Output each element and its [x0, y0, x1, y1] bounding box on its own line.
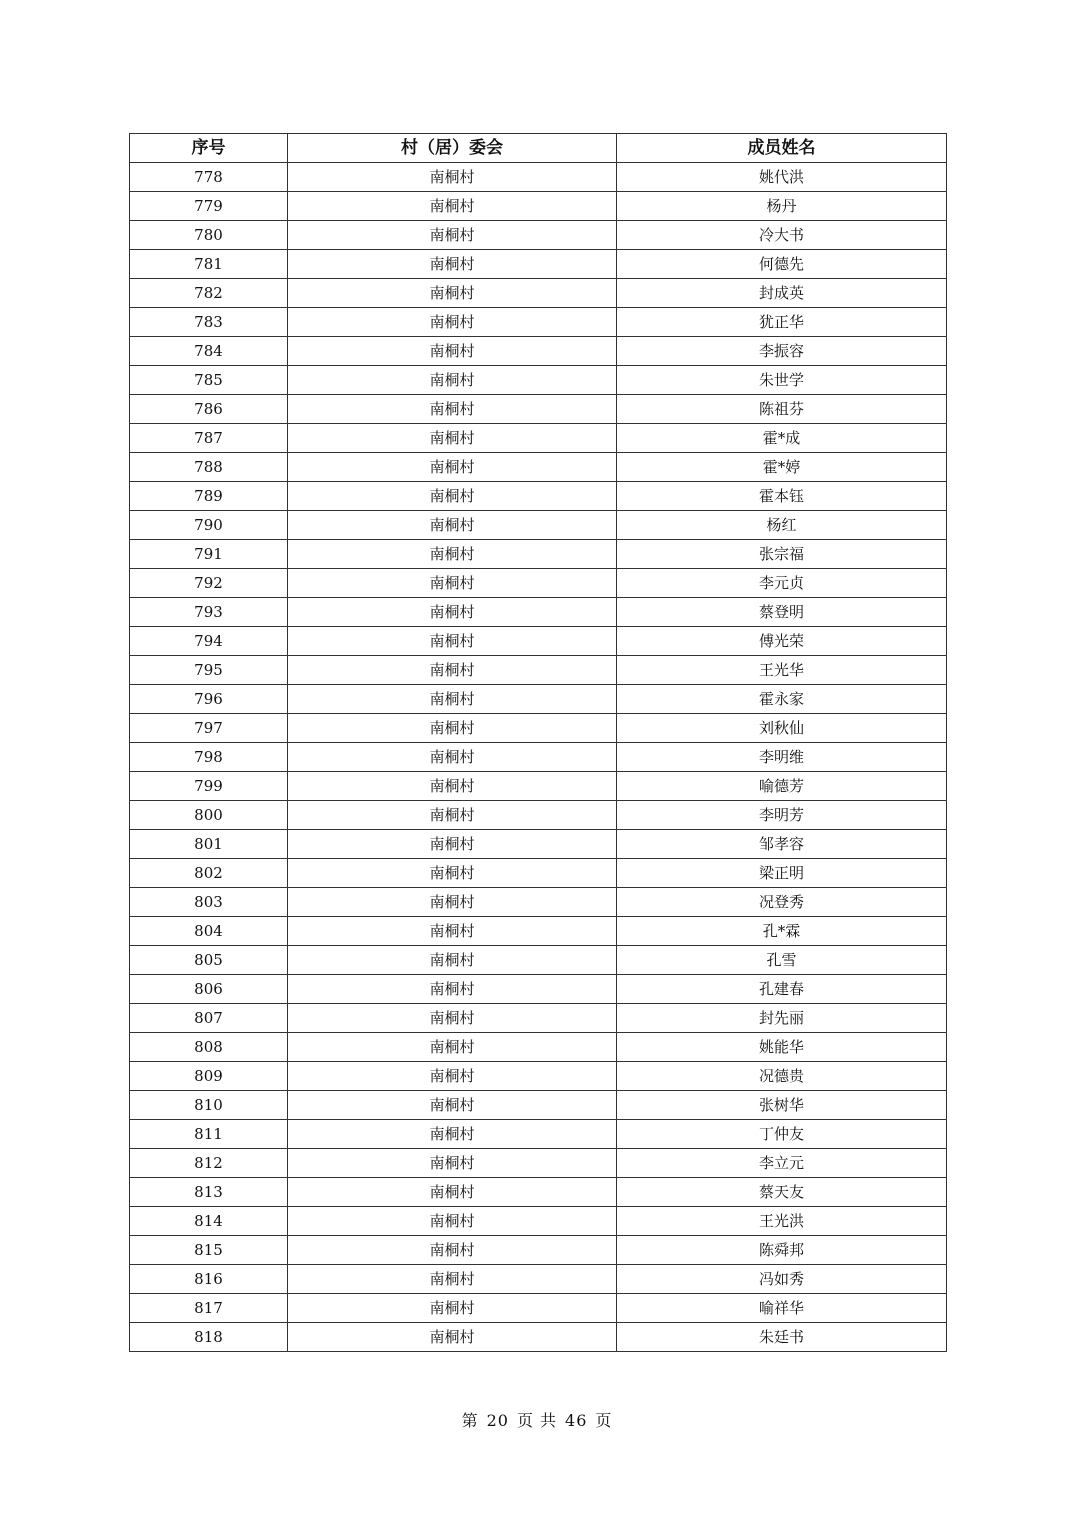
cell-serial-number: 806 [130, 975, 288, 1004]
table-row [130, 279, 947, 308]
cell-serial-number: 817 [130, 1294, 288, 1323]
cell-village-committee: 南桐村 [288, 888, 617, 917]
cell-member-name: 张宗福 [617, 540, 947, 569]
cell-member-name: 李元贞 [617, 569, 947, 598]
table-row [130, 424, 947, 453]
cell-serial-number: 792 [130, 569, 288, 598]
cell-member-name: 张树华 [617, 1091, 947, 1120]
footer-prefix: 第 [461, 1411, 479, 1430]
cell-member-name: 霍*成 [617, 424, 947, 453]
cell-village-committee: 南桐村 [288, 221, 617, 250]
cell-serial-number: 799 [130, 772, 288, 801]
cell-serial-number: 803 [130, 888, 288, 917]
cell-village-committee: 南桐村 [288, 337, 617, 366]
table-body [130, 163, 947, 1352]
cell-serial-number: 780 [130, 221, 288, 250]
table-row [130, 1062, 947, 1091]
table-row [130, 482, 947, 511]
cell-member-name: 丁仲友 [617, 1120, 947, 1149]
cell-village-committee: 南桐村 [288, 1294, 617, 1323]
table-row [130, 830, 947, 859]
cell-village-committee: 南桐村 [288, 308, 617, 337]
cell-village-committee: 南桐村 [288, 1323, 617, 1352]
cell-village-committee: 南桐村 [288, 946, 617, 975]
cell-village-committee: 南桐村 [288, 830, 617, 859]
cell-serial-number: 811 [130, 1120, 288, 1149]
cell-serial-number: 814 [130, 1207, 288, 1236]
cell-village-committee: 南桐村 [288, 801, 617, 830]
cell-member-name: 杨红 [617, 511, 947, 540]
cell-serial-number: 798 [130, 743, 288, 772]
cell-member-name: 霍*婷 [617, 453, 947, 482]
cell-member-name: 王光洪 [617, 1207, 947, 1236]
cell-serial-number: 791 [130, 540, 288, 569]
table-row [130, 627, 947, 656]
table-row [130, 975, 947, 1004]
table-row [130, 1236, 947, 1265]
cell-village-committee: 南桐村 [288, 453, 617, 482]
cell-member-name: 姚能华 [617, 1033, 947, 1062]
cell-serial-number: 816 [130, 1265, 288, 1294]
cell-village-committee: 南桐村 [288, 1062, 617, 1091]
cell-member-name: 傅光荣 [617, 627, 947, 656]
footer-mid: 页 共 [516, 1411, 558, 1430]
cell-serial-number: 778 [130, 163, 288, 192]
table-row [130, 1033, 947, 1062]
table-row [130, 1004, 947, 1033]
cell-member-name: 李明维 [617, 743, 947, 772]
table-row [130, 569, 947, 598]
cell-village-committee: 南桐村 [288, 772, 617, 801]
table-row [130, 656, 947, 685]
cell-member-name: 蔡天友 [617, 1178, 947, 1207]
table-row [130, 714, 947, 743]
header-member-name: 成员姓名 [617, 134, 947, 163]
cell-village-committee: 南桐村 [288, 279, 617, 308]
cell-serial-number: 800 [130, 801, 288, 830]
footer-total-pages: 46 [565, 1411, 588, 1430]
footer-page-number: 20 [486, 1411, 509, 1430]
cell-member-name: 陈舜邦 [617, 1236, 947, 1265]
table-row [130, 192, 947, 221]
cell-member-name: 蔡登明 [617, 598, 947, 627]
table-row [130, 250, 947, 279]
cell-serial-number: 802 [130, 859, 288, 888]
cell-member-name: 陈祖芬 [617, 395, 947, 424]
cell-village-committee: 南桐村 [288, 366, 617, 395]
cell-village-committee: 南桐村 [288, 656, 617, 685]
table-row [130, 743, 947, 772]
table-row [130, 685, 947, 714]
cell-member-name: 喻祥华 [617, 1294, 947, 1323]
cell-serial-number: 815 [130, 1236, 288, 1265]
header-village-committee: 村（居）委会 [288, 134, 617, 163]
cell-member-name: 霍本钰 [617, 482, 947, 511]
cell-member-name: 况登秀 [617, 888, 947, 917]
cell-serial-number: 784 [130, 337, 288, 366]
cell-serial-number: 782 [130, 279, 288, 308]
cell-village-committee: 南桐村 [288, 192, 617, 221]
cell-serial-number: 794 [130, 627, 288, 656]
cell-village-committee: 南桐村 [288, 1265, 617, 1294]
cell-member-name: 孔建春 [617, 975, 947, 1004]
cell-member-name: 犹正华 [617, 308, 947, 337]
table-row [130, 1178, 947, 1207]
member-table [129, 133, 947, 1352]
cell-member-name: 孔雪 [617, 946, 947, 975]
cell-village-committee: 南桐村 [288, 975, 617, 1004]
cell-serial-number: 812 [130, 1149, 288, 1178]
cell-member-name: 封成英 [617, 279, 947, 308]
cell-member-name: 李振容 [617, 337, 947, 366]
table-row [130, 1120, 947, 1149]
cell-serial-number: 789 [130, 482, 288, 511]
cell-village-committee: 南桐村 [288, 511, 617, 540]
cell-village-committee: 南桐村 [288, 1149, 617, 1178]
table-row [130, 1265, 947, 1294]
cell-village-committee: 南桐村 [288, 1004, 617, 1033]
cell-serial-number: 809 [130, 1062, 288, 1091]
cell-serial-number: 804 [130, 917, 288, 946]
table-row [130, 221, 947, 250]
cell-member-name: 朱世学 [617, 366, 947, 395]
table-row [130, 1149, 947, 1178]
cell-serial-number: 813 [130, 1178, 288, 1207]
cell-serial-number: 788 [130, 453, 288, 482]
cell-village-committee: 南桐村 [288, 1120, 617, 1149]
cell-village-committee: 南桐村 [288, 1236, 617, 1265]
cell-village-committee: 南桐村 [288, 1207, 617, 1236]
table-row [130, 163, 947, 192]
table-row [130, 1323, 947, 1352]
cell-village-committee: 南桐村 [288, 685, 617, 714]
header-serial-number: 序号 [130, 134, 288, 163]
cell-serial-number: 807 [130, 1004, 288, 1033]
cell-village-committee: 南桐村 [288, 743, 617, 772]
cell-serial-number: 801 [130, 830, 288, 859]
cell-serial-number: 818 [130, 1323, 288, 1352]
table-row [130, 859, 947, 888]
table-row [130, 598, 947, 627]
cell-serial-number: 785 [130, 366, 288, 395]
table-row [130, 772, 947, 801]
cell-village-committee: 南桐村 [288, 395, 617, 424]
cell-serial-number: 781 [130, 250, 288, 279]
cell-serial-number: 797 [130, 714, 288, 743]
cell-member-name: 李立元 [617, 1149, 947, 1178]
table-row [130, 511, 947, 540]
table-row [130, 917, 947, 946]
cell-member-name: 杨丹 [617, 192, 947, 221]
cell-serial-number: 790 [130, 511, 288, 540]
table-row [130, 888, 947, 917]
table-row [130, 1207, 947, 1236]
cell-village-committee: 南桐村 [288, 714, 617, 743]
cell-member-name: 冯如秀 [617, 1265, 947, 1294]
cell-serial-number: 793 [130, 598, 288, 627]
cell-member-name: 孔*霖 [617, 917, 947, 946]
cell-member-name: 朱廷书 [617, 1323, 947, 1352]
cell-village-committee: 南桐村 [288, 627, 617, 656]
cell-member-name: 刘秋仙 [617, 714, 947, 743]
cell-village-committee: 南桐村 [288, 1091, 617, 1120]
table-row [130, 1294, 947, 1323]
cell-member-name: 喻德芳 [617, 772, 947, 801]
table-row [130, 1091, 947, 1120]
cell-village-committee: 南桐村 [288, 569, 617, 598]
cell-serial-number: 810 [130, 1091, 288, 1120]
cell-serial-number: 796 [130, 685, 288, 714]
cell-village-committee: 南桐村 [288, 1033, 617, 1062]
table-row [130, 337, 947, 366]
cell-serial-number: 786 [130, 395, 288, 424]
cell-member-name: 封先丽 [617, 1004, 947, 1033]
table-header [130, 134, 947, 163]
cell-serial-number: 779 [130, 192, 288, 221]
cell-serial-number: 783 [130, 308, 288, 337]
cell-village-committee: 南桐村 [288, 424, 617, 453]
cell-village-committee: 南桐村 [288, 859, 617, 888]
cell-member-name: 况德贵 [617, 1062, 947, 1091]
table-row [130, 308, 947, 337]
footer-suffix: 页 [595, 1411, 613, 1430]
table-row [130, 366, 947, 395]
cell-village-committee: 南桐村 [288, 482, 617, 511]
table-row [130, 540, 947, 569]
cell-village-committee: 南桐村 [288, 540, 617, 569]
cell-serial-number: 787 [130, 424, 288, 453]
cell-village-committee: 南桐村 [288, 917, 617, 946]
page-footer [0, 1408, 1074, 1431]
cell-member-name: 李明芳 [617, 801, 947, 830]
header-row [130, 134, 947, 163]
cell-village-committee: 南桐村 [288, 1178, 617, 1207]
cell-village-committee: 南桐村 [288, 598, 617, 627]
cell-member-name: 梁正明 [617, 859, 947, 888]
table-row [130, 453, 947, 482]
cell-serial-number: 795 [130, 656, 288, 685]
cell-member-name: 王光华 [617, 656, 947, 685]
cell-serial-number: 805 [130, 946, 288, 975]
cell-member-name: 姚代洪 [617, 163, 947, 192]
table-row [130, 801, 947, 830]
cell-member-name: 何德先 [617, 250, 947, 279]
table-row [130, 395, 947, 424]
cell-serial-number: 808 [130, 1033, 288, 1062]
cell-member-name: 冷大书 [617, 221, 947, 250]
cell-village-committee: 南桐村 [288, 163, 617, 192]
cell-member-name: 邹孝容 [617, 830, 947, 859]
cell-member-name: 霍永家 [617, 685, 947, 714]
cell-village-committee: 南桐村 [288, 250, 617, 279]
table-row [130, 946, 947, 975]
